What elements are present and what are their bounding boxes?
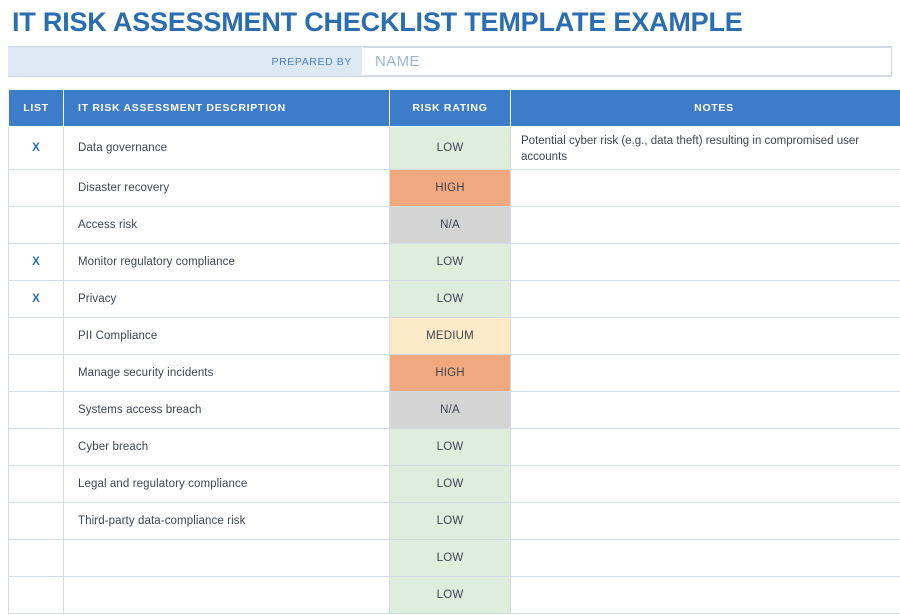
row-notes-cell[interactable] (511, 281, 900, 318)
row-risk-rating-cell[interactable]: LOW (390, 429, 511, 466)
row-description-cell[interactable]: Systems access breach (64, 392, 390, 429)
row-notes-cell[interactable] (511, 207, 900, 244)
column-header-list: LIST (9, 90, 64, 127)
column-header-rating: RISK RATING (390, 90, 511, 127)
table-header (9, 90, 900, 127)
table-row (9, 318, 900, 355)
table-body (9, 127, 900, 614)
prepared-by-label-cell (8, 47, 363, 76)
row-notes-cell[interactable] (511, 577, 900, 614)
row-risk-rating-cell[interactable]: LOW (390, 540, 511, 577)
row-description-cell[interactable]: Data governance (64, 127, 390, 170)
row-risk-rating-cell[interactable]: MEDIUM (390, 318, 511, 355)
table-row (9, 207, 900, 244)
table-row (9, 244, 900, 281)
table-row (9, 127, 900, 170)
prepared-by-row (8, 46, 892, 77)
row-checkbox-cell[interactable] (9, 577, 64, 614)
row-description-cell[interactable]: Legal and regulatory compliance (64, 466, 390, 503)
row-risk-rating-cell[interactable]: N/A (390, 207, 511, 244)
row-checkbox-cell[interactable] (9, 170, 64, 207)
row-notes-cell[interactable]: Potential cyber risk (e.g., data theft) resulting in compromised user accounts (511, 127, 900, 170)
table-row (9, 392, 900, 429)
row-risk-rating-cell[interactable]: LOW (390, 127, 511, 170)
row-checkbox-cell[interactable]: X (9, 281, 64, 318)
row-description-cell[interactable] (64, 540, 390, 577)
row-description-cell[interactable]: PII Compliance (64, 318, 390, 355)
table-row (9, 355, 900, 392)
row-description-cell[interactable]: Privacy (64, 281, 390, 318)
row-risk-rating-cell[interactable]: N/A (390, 392, 511, 429)
row-notes-cell[interactable] (511, 318, 900, 355)
table-row (9, 540, 900, 577)
table-row (9, 503, 900, 540)
row-risk-rating-cell[interactable]: LOW (390, 466, 511, 503)
row-checkbox-cell[interactable] (9, 318, 64, 355)
row-description-cell[interactable]: Disaster recovery (64, 170, 390, 207)
row-notes-cell[interactable] (511, 170, 900, 207)
column-header-notes: NOTES (511, 90, 900, 127)
row-checkbox-cell[interactable] (9, 392, 64, 429)
risk-assessment-table (8, 89, 900, 614)
row-risk-rating-cell[interactable]: LOW (390, 577, 511, 614)
row-risk-rating-cell[interactable]: LOW (390, 503, 511, 540)
table-row (9, 429, 900, 466)
page-title: IT RISK ASSESSMENT CHECKLIST TEMPLATE EXAMPLE (12, 7, 743, 37)
table-row (9, 170, 900, 207)
row-notes-cell[interactable] (511, 503, 900, 540)
row-risk-rating-cell[interactable]: HIGH (390, 170, 511, 207)
row-description-cell[interactable]: Manage security incidents (64, 355, 390, 392)
row-notes-cell[interactable] (511, 244, 900, 281)
row-description-cell[interactable]: Monitor regulatory compliance (64, 244, 390, 281)
table-row (9, 281, 900, 318)
prepared-by-label: PREPARED BY (271, 55, 352, 68)
row-checkbox-cell[interactable] (9, 355, 64, 392)
row-risk-rating-cell[interactable]: LOW (390, 244, 511, 281)
row-notes-cell[interactable] (511, 466, 900, 503)
row-notes-cell[interactable] (511, 392, 900, 429)
row-checkbox-cell[interactable] (9, 503, 64, 540)
row-description-cell[interactable]: Cyber breach (64, 429, 390, 466)
row-risk-rating-cell[interactable]: HIGH (390, 355, 511, 392)
prepared-by-input[interactable]: NAME (375, 53, 420, 71)
row-checkbox-cell[interactable] (9, 429, 64, 466)
table-row (9, 577, 900, 614)
row-checkbox-cell[interactable] (9, 207, 64, 244)
row-description-cell[interactable]: Access risk (64, 207, 390, 244)
row-notes-cell[interactable] (511, 429, 900, 466)
row-checkbox-cell[interactable] (9, 466, 64, 503)
row-description-cell[interactable]: Third-party data-compliance risk (64, 503, 390, 540)
row-notes-cell[interactable] (511, 540, 900, 577)
table-row (9, 466, 900, 503)
column-header-description: IT RISK ASSESSMENT DESCRIPTION (64, 90, 390, 127)
row-description-cell[interactable] (64, 577, 390, 614)
prepared-by-value-cell[interactable] (363, 47, 892, 76)
row-risk-rating-cell[interactable]: LOW (390, 281, 511, 318)
row-checkbox-cell[interactable] (9, 540, 64, 577)
row-checkbox-cell[interactable]: X (9, 244, 64, 281)
table-header-row (9, 90, 900, 127)
row-checkbox-cell[interactable]: X (9, 127, 64, 170)
row-notes-cell[interactable] (511, 355, 900, 392)
